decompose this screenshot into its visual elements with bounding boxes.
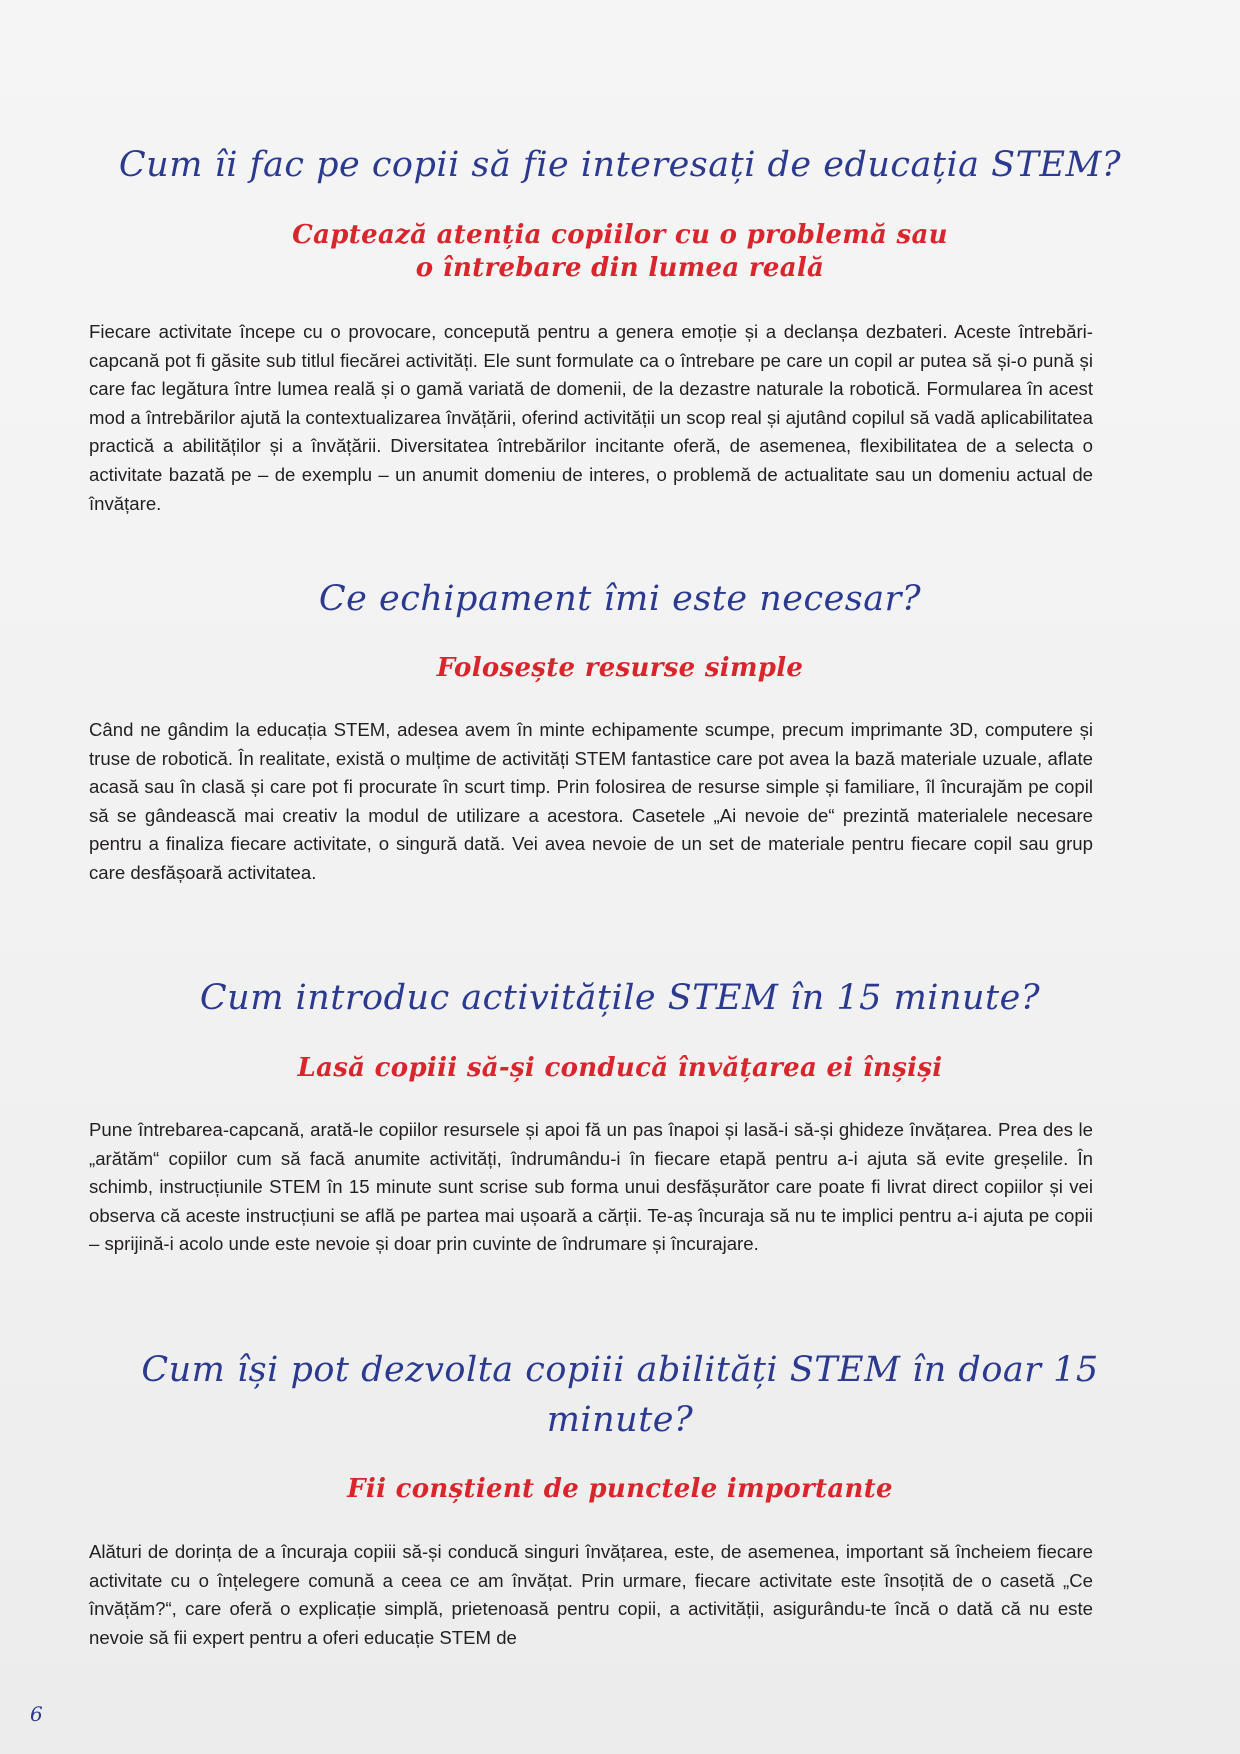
section-2-subheading: Folosește resurse simple — [436, 653, 804, 683]
section-2-heading: Ce echipament îmi este necesar? — [318, 579, 922, 619]
section-4-heading-line-2: minute? — [546, 1400, 694, 1440]
section-1-subheading — [80, 219, 1160, 285]
section-3-heading: Cum introduc activitățile STEM în 15 minute? — [199, 978, 1041, 1018]
section-3-subheading: Lasă copiii să-și conducă învățarea ei înșiși — [297, 1053, 943, 1083]
section-1-subheading-line-1: Captează atenția copiilor cu o problemă sau — [292, 220, 948, 250]
section-4-heading — [80, 1345, 1160, 1445]
section-4-heading-line-1: Cum își pot dezvolta copiii abilități STEM în doar 15 — [141, 1350, 1099, 1390]
section-1-body: Fiecare activitate începe cu o provocare, concepută pentru a genera emoție și a declanșa dezbateri. Aceste întrebări-capcană pot fi găsite sub titlul fiecărei activități. Ele sunt formulate ca o întrebare pe care un copil ar putea să și-o pună și care fac legătura între lumea reală și o gamă variată de domenii, de la dezastre naturale la robotică. Formularea în acest mod a întrebărilor ajută la contextualizarea învățării, oferind activității un scop real și ajutând copilul să vadă aplicabilitatea practică a abilităților și a învățării. Diversitatea întrebărilor incitante oferă, de asemenea, flexibilitatea de a selecta o activitate bazată pe – de exemplu – un anumit domeniu de interes, o problemă de actualitate sau un domeniu actual de învățare. — [89, 321, 1093, 514]
section-2-body: Când ne gândim la educația STEM, adesea avem în minte echipamente scumpe, precum imprimante 3D, computere și truse de robotică. În realitate, există o mulțime de activități STEM fantastice care pot avea la bază materiale uzuale, aflate acasă sau în clasă și care pot fi procurate în scurt timp. Prin folosirea de resurse simple și familiare, îl încurajăm pe copil să se gândească mai creativ la modul de utilizare a acestora. Casetele „Ai nevoie de“ prezintă materialele necesare pentru a finaliza fiecare activitate, o singură dată. Vei avea nevoie de un set de materiale pentru fiecare copil sau grup care desfășoară activitatea. — [89, 719, 1093, 883]
section-1-heading: Cum îi fac pe copii să fie interesați de educația STEM? — [118, 145, 1122, 185]
section-3-body: Pune întrebarea-capcană, arată-le copiilor resursele și apoi fă un pas înapoi și lasă-i să-și ghideze învățarea. Prea des le „arătăm“ copiilor cum să facă anumite activități, îndrumându-i în fiecare etapă pentru a-i ajuta să evite greșelile. În schimb, instrucțiunile STEM în 15 minute sunt scrise sub forma unui desfășurător care poate fi livrat direct copiilor și vei observa că aceste instrucțiuni se află pe partea mai ușoară a cărții. Te-aș încuraja să nu te implici pentru a-i ajuta pe copii – sprijină-i acolo unde este nevoie și doar prin cuvinte de îndrumare și încurajare. — [89, 1119, 1093, 1255]
page-number: 6 — [30, 1702, 43, 1726]
section-1-subheading-line-2: o întrebare din lumea reală — [415, 253, 825, 283]
section-4-body: Alături de dorința de a încuraja copiii să-și conducă singuri învățarea, este, de asemenea, important să încheiem fiecare activitate cu o înțelegere comună a ceea ce am învățat. Prin urmare, fiecare activitate este însoțită de o casetă „Ce învățăm?“, care oferă o explicație simplă, prietenoasă pentru copii, a activității, asigurându-te încă o dată că nu este nevoie să fii expert pentru a oferi educație STEM de — [89, 1541, 1093, 1648]
section-4-subheading: Fii conștient de punctele importante — [347, 1474, 893, 1504]
